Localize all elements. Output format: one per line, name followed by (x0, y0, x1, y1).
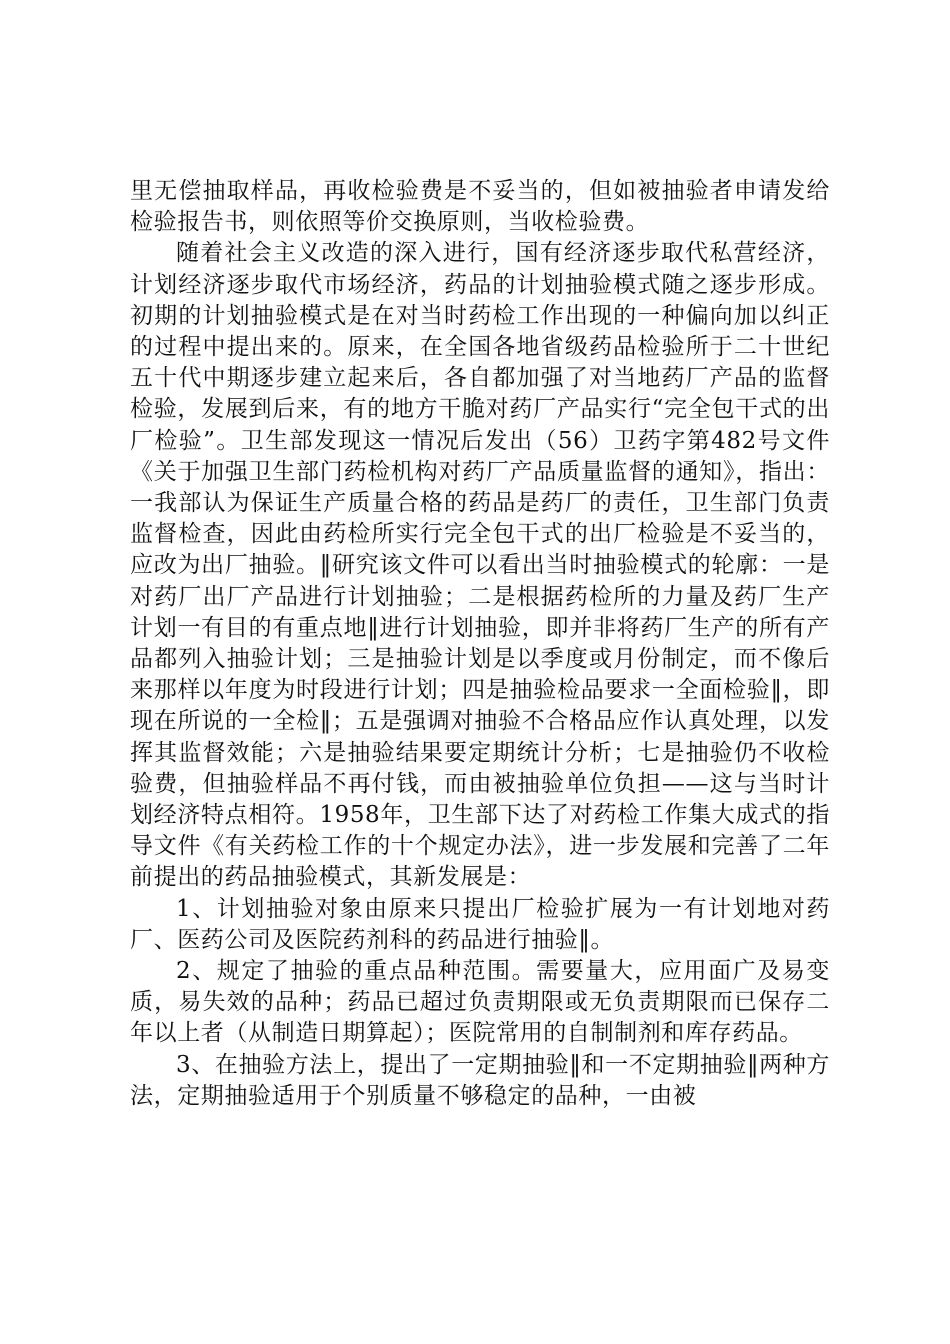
paragraph: 随着社会主义改造的深入进行，国有经济逐步取代私营经济，计划经济逐步取代市场经济，药品的计划抽验模式随之逐步形成。初期的计划抽验模式是在对当时药检工作出现的一种偏向加以纠正的过程中提出来的。原来，在全国各地省级药品检验所于二十世纪五十代中期逐步建立起来后，各自都加强了对当地药厂产品的监督检验，发展到后来，有的地方干脆对药厂产品实行“完全包干式的出厂检验”。卫生部发现这一情况后发出（56）卫药字第482号文件《关于加强卫生部门药检机构对药厂产品质量监督的通知》，指出：一我部认为保证生产质量合格的药品是药厂的责任，卫生部门负责监督检查，因此由药检所实行完全包干式的出厂检验是不妥当的，应改为出厂抽验。‖研究该文件可以看出当时抽验模式的轮廓：一是对药厂出厂产品进行计划抽验；二是根据药检所的力量及药厂生产计划一有目的有重点地‖进行计划抽验，即并非将药厂生产的所有产品都列入抽验计划；三是抽验计划是以季度或月份制定，而不像后来那样以年度为时段进行计划；四是抽验检品要求一全面检验‖，即现在所说的一全检‖；五是强调对抽验不合格品应作认真处理，以发挥其监督效能；六是抽验结果要定期统计分析；七是抽验仍不收检验费，但抽验样品不再付钱，而由被抽验单位负担——这与当时计划经济特点相符。1958年，卫生部下达了对药检工作集大成式的指导文件《有关药检工作的十个规定办法》，进一步发展和完善了二年前提出的药品抽验模式，其新发展是： (130, 240, 830, 891)
document-body (130, 176, 830, 1112)
paragraph: 3、在抽验方法上，提出了一定期抽验‖和一不定期抽验‖两种方法，定期抽验适用于个别质量不够稳定的品种，一由被 (130, 1051, 830, 1109)
paragraph: 1、计划抽验对象由原来只提出厂检验扩展为一有计划地对药厂、医药公司及医院药剂科的药品进行抽验‖。 (130, 895, 830, 953)
paragraph: 里无偿抽取样品，再收检验费是不妥当的，但如被抽验者申请发给检验报告书，则依照等价交换原则，当收检验费。 (130, 178, 830, 236)
paragraph: 2、规定了抽验的重点品种范围。需要量大，应用面广及易变质，易失效的品种；药品已超过负责期限或无负责期限而已保存二年以上者（从制造日期算起）；医院常用的自制制剂和库存药品。 (130, 958, 830, 1047)
